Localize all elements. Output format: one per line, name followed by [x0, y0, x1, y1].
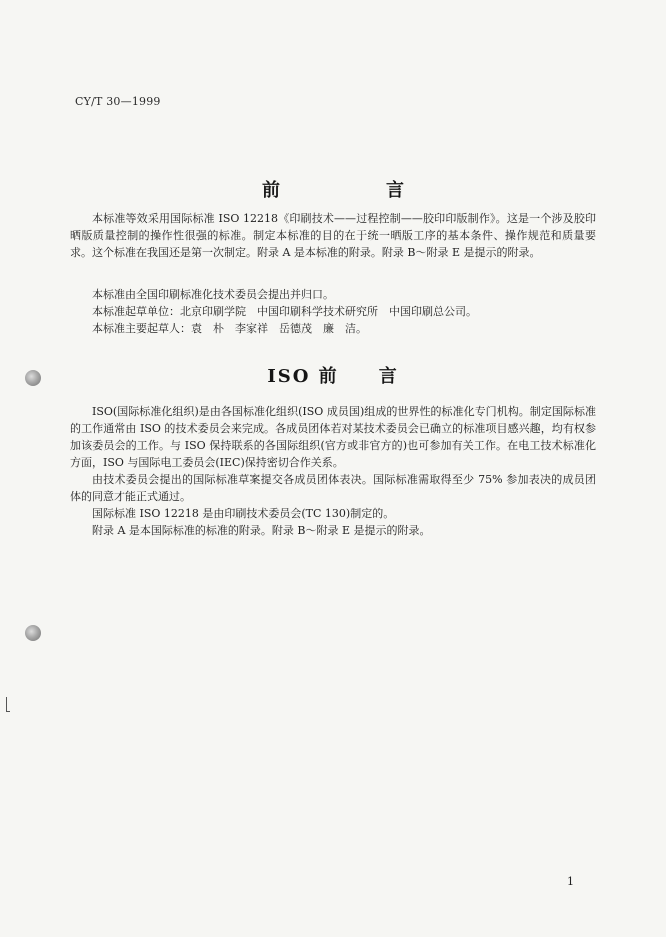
foreword-paragraph: 本标准等效采用国际标准 ISO 12218《印刷技术——过程控制——胶印印版制作》。这是一个涉及胶印晒版质量控制的操作性很强的标准。制定本标准的目的在于统一晒版工序的基本条件、操作规范和质量要求。这个标准在我国还是第一次制定。附录 A 是本标准的附录。附录 B～附录 E 是提示的附录。: [70, 212, 596, 259]
scan-mark: [6, 697, 10, 712]
binding-hole-icon: [25, 370, 41, 386]
foreword-body: [70, 210, 596, 261]
iso-foreword-paragraph: 国际标准 ISO 12218 是由印刷技术委员会(TC 130)制定的。: [92, 507, 395, 520]
page-number: 1: [567, 875, 574, 888]
binding-hole-icon: [25, 625, 41, 641]
foreword-paragraph: 本标准主要起草人：袁 朴 李家祥 岳德茂 廉 洁。: [92, 322, 367, 335]
foreword-paragraph: 本标准由全国印刷标准化技术委员会提出并归口。: [92, 288, 334, 301]
iso-foreword-paragraph: ISO(国际标准化组织)是由各国标准化组织(ISO 成员国)组成的世界性的标准化专门机构。制定国际标准的工作通常由 ISO 的技术委员会来完成。各成员团体若对某技术委员会已确立的标准项目感兴趣，均有权参加该委员会的工作。与 ISO 保持联系的各国际组织(官方或非官方的)也可参加有关工作。在电工技术标准化方面，ISO 与国际电工委员会(IEC)保持密切合作关系。: [70, 405, 596, 469]
iso-foreword-title-prefix: ISO 前: [267, 366, 339, 387]
iso-foreword-paragraph: 附录 A 是本国际标准的标准的附录。附录 B～附录 E 是提示的附录。: [92, 524, 431, 537]
iso-foreword-title: [0, 362, 666, 388]
iso-foreword-paragraph: 由技术委员会提出的国际标准草案提交各成员团体表决。国际标准需取得至少 75% 参加表决的成员团体的同意才能正式通过。: [70, 473, 596, 503]
foreword-title: 前 言: [262, 180, 448, 201]
iso-foreword-body: [70, 403, 596, 539]
foreword-credits: [70, 286, 596, 337]
standard-code: CY/T 30—1999: [75, 95, 161, 108]
iso-foreword-title-suffix: 言: [378, 366, 399, 387]
foreword-paragraph: 本标准起草单位：北京印刷学院 中国印刷科学技术研究所 中国印刷总公司。: [92, 305, 477, 318]
